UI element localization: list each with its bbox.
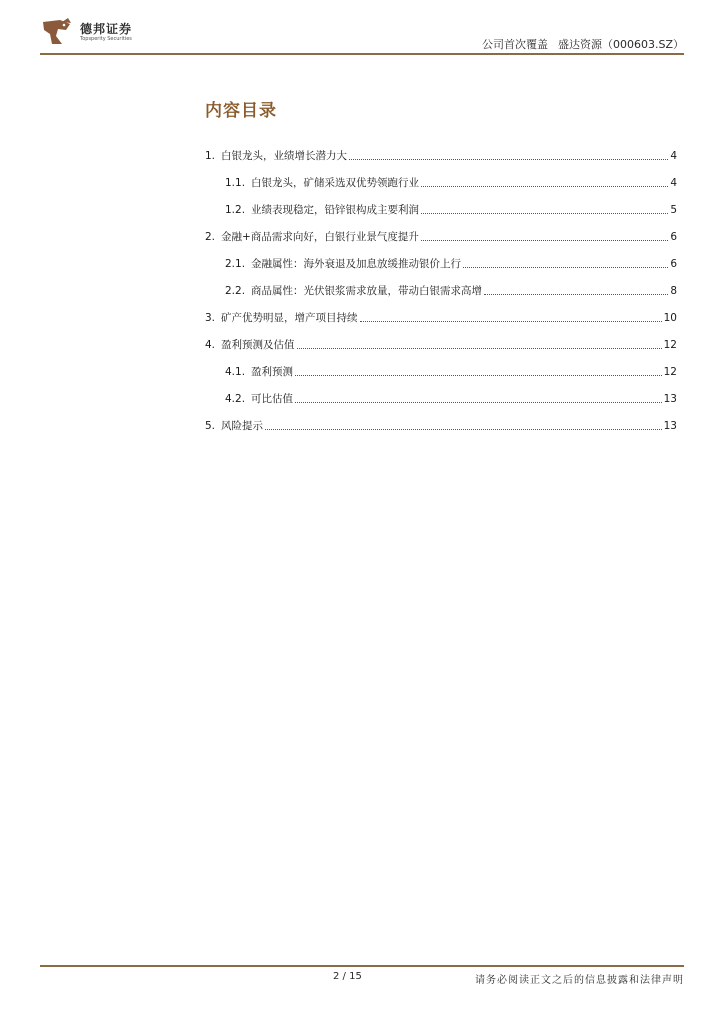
toc-entry[interactable] xyxy=(205,217,677,244)
toc-entry[interactable] xyxy=(205,298,677,325)
toc-entry-number: 4.1. xyxy=(225,366,246,378)
toc-leader-dots xyxy=(295,374,662,376)
toc-entry-number: 2. xyxy=(205,231,216,243)
page-header xyxy=(40,14,684,56)
toc-entry[interactable] xyxy=(205,190,677,217)
toc-leader-dots xyxy=(349,158,668,160)
toc-entry[interactable] xyxy=(205,352,677,379)
disclaimer-note: 请务必阅读正文之后的信息披露和法律声明 xyxy=(475,975,684,986)
toc-entry-number: 1. xyxy=(205,150,216,162)
header-divider xyxy=(40,53,684,55)
toc-entry[interactable] xyxy=(205,325,677,352)
table-of-contents xyxy=(205,136,677,433)
toc-entry-label: 矿产优势明显，增产项目持续 xyxy=(221,312,358,324)
toc-entry-page: 5 xyxy=(670,204,677,216)
toc-entry-page: 10 xyxy=(663,312,677,324)
toc-entry[interactable] xyxy=(205,136,677,163)
toc-leader-dots xyxy=(265,428,662,430)
toc-entry-label: 白银龙头，业绩增长潜力大 xyxy=(221,150,348,162)
toc-entry-number: 5. xyxy=(205,420,216,432)
toc-entry-label: 盈利预测 xyxy=(251,366,294,378)
toc-entry-number: 4. xyxy=(205,339,216,351)
toc-entry-page: 13 xyxy=(663,420,677,432)
toc-leader-dots xyxy=(360,320,662,322)
toc-leader-dots xyxy=(297,347,662,349)
toc-entry-label: 盈利预测及估值 xyxy=(221,339,295,351)
toc-entry[interactable] xyxy=(205,271,677,298)
footer-divider xyxy=(40,965,684,967)
toc-leader-dots xyxy=(484,293,668,295)
toc-entry-label: 风险提示 xyxy=(221,420,264,432)
toc-entry-label: 业绩表现稳定，铅锌银构成主要利润 xyxy=(251,204,420,216)
toc-entry[interactable] xyxy=(205,244,677,271)
toc-entry-number: 1.2. xyxy=(225,204,246,216)
toc-entry-label: 白银龙头，矿储采选双优势领跑行业 xyxy=(251,177,420,189)
toc-entry[interactable] xyxy=(205,163,677,190)
toc-entry-label: 商品属性：光伏银浆需求放量，带动白银需求高增 xyxy=(251,285,483,297)
toc-leader-dots xyxy=(463,266,668,268)
toc-entry-page: 12 xyxy=(663,339,677,351)
toc-entry[interactable] xyxy=(205,379,677,406)
toc-entry-label: 金融属性：海外衰退及加息放缓推动银价上行 xyxy=(251,258,462,270)
toc-entry-page: 4 xyxy=(670,177,677,189)
toc-leader-dots xyxy=(421,239,668,241)
toc-leader-dots xyxy=(295,401,662,403)
report-type: 公司首次覆盖 xyxy=(481,38,548,51)
toc-entry-number: 2.2. xyxy=(225,285,246,297)
page-number: 2 / 15 xyxy=(333,971,362,982)
toc-entry-page: 12 xyxy=(663,366,677,378)
toc-entry-number: 3. xyxy=(205,312,216,324)
toc-entry-label: 可比估值 xyxy=(251,393,294,405)
toc-leader-dots xyxy=(421,185,668,187)
logo-text-cn: 德邦证券 xyxy=(80,22,133,36)
header-report-info xyxy=(482,36,684,52)
toc-entry-number: 4.2. xyxy=(225,393,246,405)
toc-title: 内容目录 xyxy=(205,101,277,121)
toc-entry[interactable] xyxy=(205,406,677,433)
toc-entry-number: 2.1. xyxy=(225,258,246,270)
toc-entry-page: 4 xyxy=(670,150,677,162)
toc-entry-page: 6 xyxy=(670,258,677,270)
toc-entry-page: 8 xyxy=(670,285,677,297)
logo-text-en: Topsperity Securities xyxy=(80,36,132,42)
toc-entry-label: 金融+商品需求向好，白银行业景气度提升 xyxy=(221,231,419,243)
toc-entry-number: 1.1. xyxy=(225,177,246,189)
company-name: 盛达资源（000603.SZ） xyxy=(557,38,684,51)
logo-mark-icon xyxy=(40,16,74,48)
toc-leader-dots xyxy=(421,212,668,214)
company-logo xyxy=(40,14,160,50)
toc-entry-page: 13 xyxy=(663,393,677,405)
toc-entry-page: 6 xyxy=(670,231,677,243)
